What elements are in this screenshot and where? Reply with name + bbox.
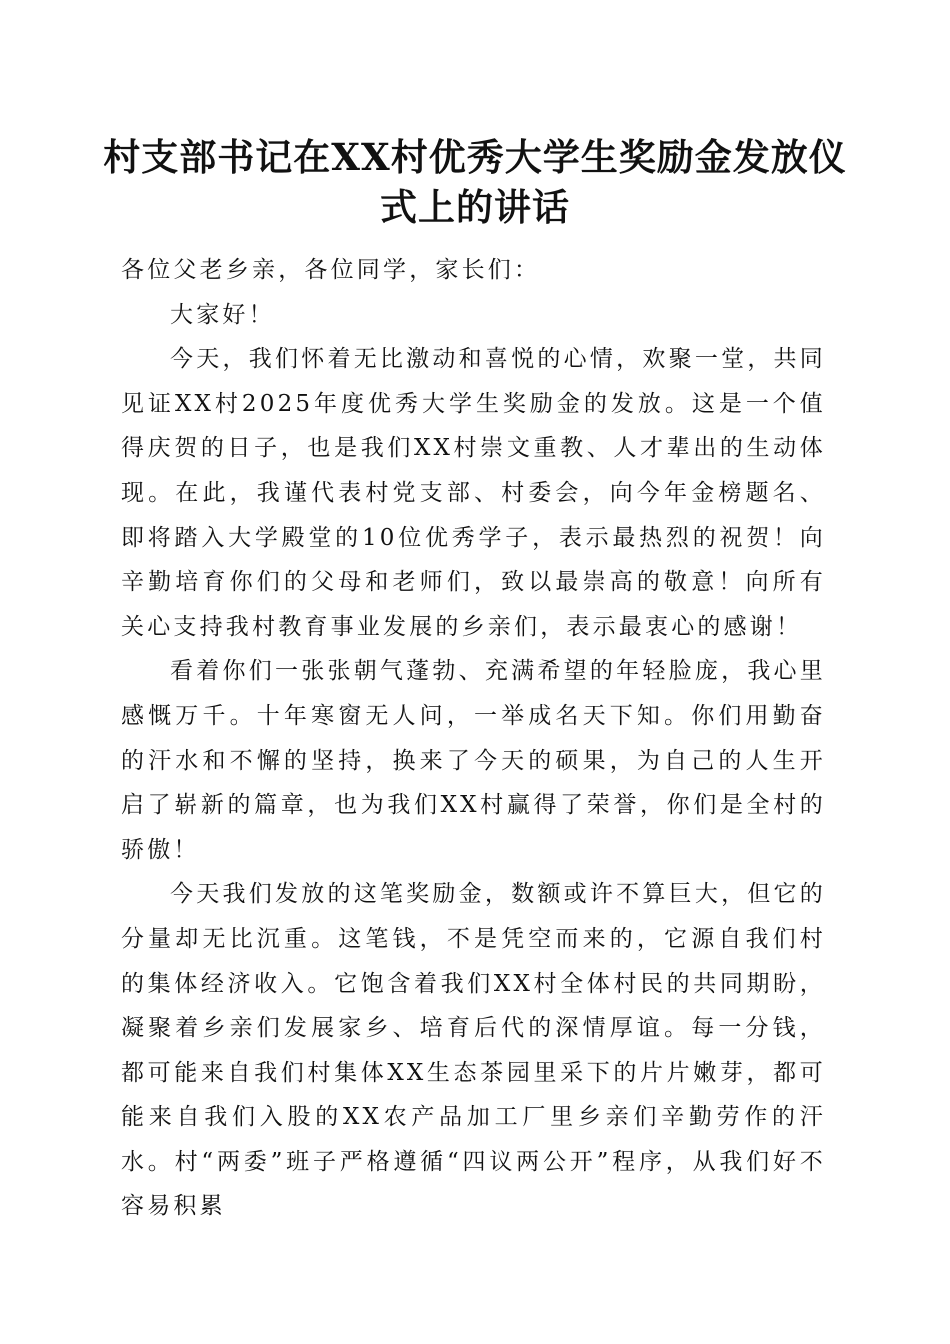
paragraph-reward: 今天我们发放的这笔奖励金，数额或许不算巨大，但它的分量却无比沉重。这笔钱，不是凭空而来的，它源自我们村的集体经济收入。它饱含着我们XX村全体村民的共同期盼，凝聚着乡亲们发展家乡、培育后代的深情厚谊。每一分钱，都可能来自我们村集体XX生态茶园里采下的片片嫩芽，都可能来自我们入股的XX农产品加工厂里乡亲们辛勤劳作的汗水。村“两委”班子严格遵循“四议两公开”程序，从我们好不容易积累 [121, 881, 826, 1220]
paragraph-praise: 看着你们一张张朝气蓬勃、充满希望的年轻脸庞，我心里感慨万千。十年寒窗无人问，一举成名天下知。你们用勤奋的汗水和不懈的坚持，换来了今天的硕果，为自己的人生开启了崭新的篇章，也为我们XX村赢得了荣誉，你们是全村的骄傲！ [121, 658, 826, 863]
document-body [121, 248, 826, 1229]
document-title: 村支部书记在XX村优秀大学生奖励金发放仪式上的讲话 [103, 135, 847, 229]
salutation: 各位父老乡亲，各位同学，家长们： [121, 257, 541, 283]
paragraph-opening: 今天，我们怀着无比激动和喜悦的心情，欢聚一堂，共同见证XX村2025年度优秀大学生奖励金的发放。这是一个值得庆贺的日子，也是我们XX村崇文重教、人才辈出的生动体现。在此，我谨代表村党支部、村委会，向今年金榜题名、即将踏入大学殿堂的10位优秀学子，表示最热烈的祝贺！向辛勤培育你们的父母和老师们，致以最崇高的敬意！向所有关心支持我村教育事业发展的乡亲们，表示最衷心的感谢！ [121, 346, 826, 640]
paragraph-greeting: 大家好！ [170, 301, 275, 328]
